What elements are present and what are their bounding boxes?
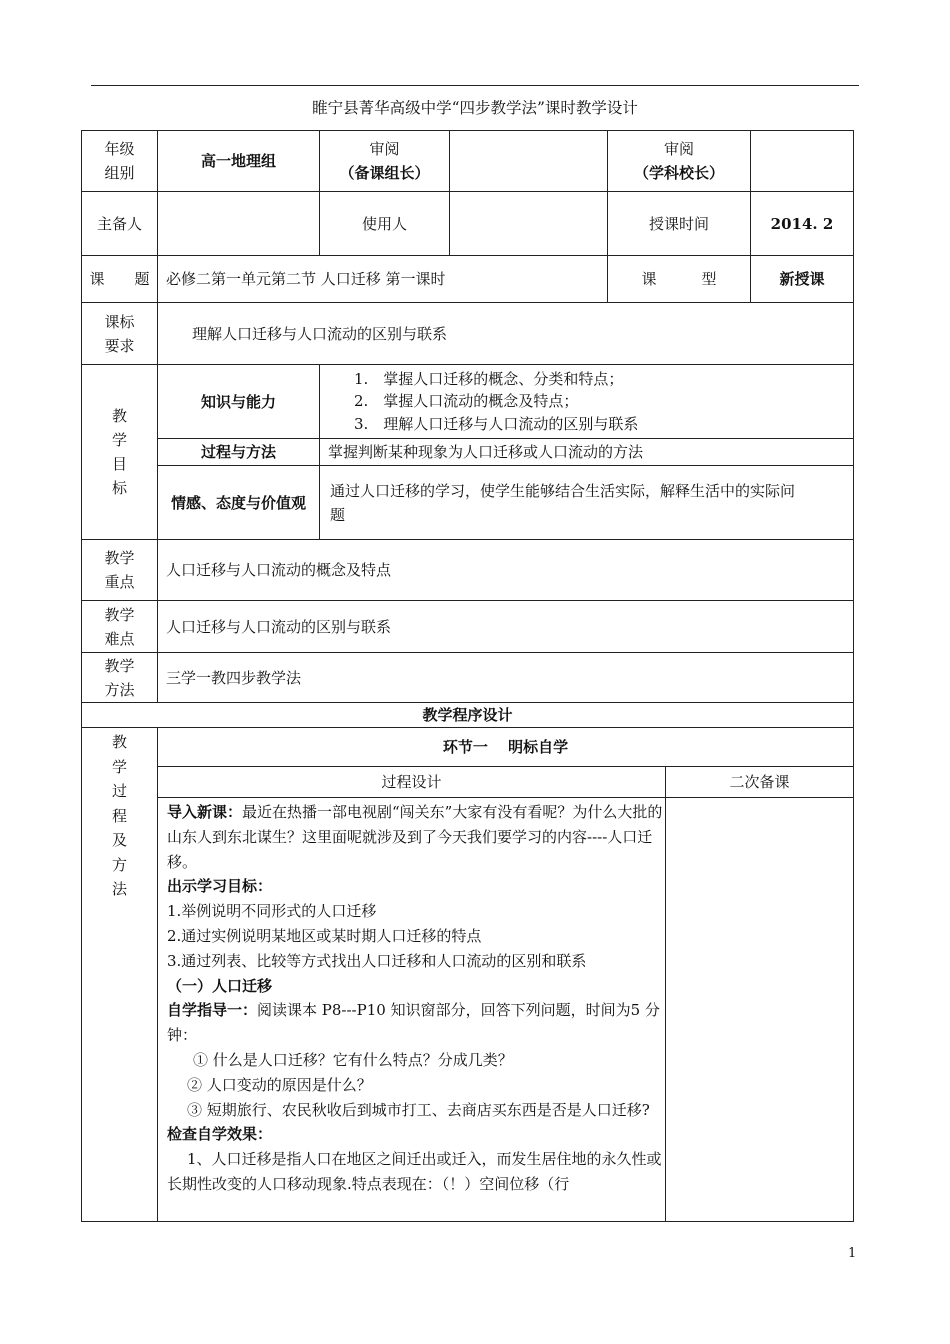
knowledge-label: 知识与能力 — [200, 392, 276, 411]
header-rule — [91, 85, 859, 86]
standard-label: 课标 要求 — [104, 312, 135, 355]
topic-value: 必修二第一单元第二节 人口迁移 第一课时 — [166, 270, 446, 288]
goals-heading: 出示学习目标： — [167, 877, 273, 896]
procedure-heading: 教学程序设计 — [422, 706, 513, 724]
key-points-label: 教学 重点 — [104, 549, 135, 591]
lesson-type-value: 新授课 — [779, 270, 825, 288]
grade-label: 年级 组别 — [104, 140, 135, 182]
check-heading: 检查自学效果： — [167, 1125, 273, 1144]
methods-label: 教学 方法 — [104, 656, 135, 699]
guide-paragraph: 自学指导一：阅读课本 P8---P10 知识窗部分，回答下列问题，时间为5 分钟： — [167, 1001, 660, 1045]
standard-value: 理解人口迁移与人口流动的区别与联系 — [192, 324, 448, 343]
methods-value: 三学一教四步教学法 — [166, 668, 302, 687]
process-value: 掌握判断某种现象为人口迁移或人口流动的方法 — [328, 443, 644, 461]
difficulties-label: 教学 难点 — [104, 605, 135, 648]
procedure-side-label: 教 学 过 程 及 方 法 — [111, 733, 127, 898]
lesson-type-label: 课 型 — [641, 270, 717, 288]
lesson-plan-table — [81, 130, 854, 1222]
review-group-leader-label: 审阅 （备课组长） — [339, 140, 430, 182]
review-principal-value — [751, 131, 853, 191]
process-label: 过程与方法 — [200, 443, 276, 461]
preparer-value — [158, 192, 319, 255]
goal-item: 1.举例说明不同形式的人口迁移 — [167, 902, 377, 921]
knowledge-items — [320, 365, 853, 438]
question-item: ① 什么是人口迁移？它有什么特点？分成几类？ — [193, 1050, 513, 1069]
emotion-label: 情感、态度与价值观 — [170, 493, 306, 512]
page-number: 1 — [848, 1246, 857, 1261]
process-design-header: 过程设计 — [381, 773, 442, 791]
process-design-content — [167, 800, 663, 1197]
question-item: ② 人口变动的原因是什么？ — [187, 1075, 372, 1094]
user-label: 使用人 — [361, 214, 407, 233]
knowledge-item: 3. 理解人口迁移与人口流动的区别与联系 — [354, 414, 639, 433]
teaching-time-label: 授课时间 — [648, 214, 709, 233]
document-title: 睢宁县菁华高级中学“四步教学法”课时教学设计 — [312, 99, 638, 117]
question-item: ③ 短期旅行、农民秋收后到城市打工、去商店买东西是否是人口迁移? — [187, 1100, 650, 1119]
answer-paragraph: 1、人口迁移是指人口在地区之间迁出或迁入，而发生居住地的永久性或长期性改变的人口移动现象.特点表现在：（！）空间位移（行 — [167, 1150, 662, 1193]
difficulties-value: 人口迁移与人口流动的区别与联系 — [166, 617, 392, 636]
second-prep-header: 二次备课 — [729, 773, 790, 791]
preparer-label: 主备人 — [96, 214, 142, 233]
goal-item: 3.通过列表、比较等方式找出人口迁移和人口流动的区别和联系 — [167, 951, 587, 970]
topic-label: 课 题 — [89, 270, 150, 288]
goals-label: 教 学 目 标 — [111, 407, 127, 497]
grade-value: 高一地理组 — [200, 152, 276, 170]
intro-paragraph: 导入新课：最近在热播一部电视剧“闯关东”大家有没有看呢？为什么大批的山东人到东北谋生？这里面呢就涉及到了今天我们要学习的内容----人口迁移。 — [167, 803, 663, 871]
emotion-value: 通过人口迁移的学习，使学生能够结合生活实际，解释生活中的实际问 题 — [330, 481, 796, 524]
goal-item: 2.通过实例说明某地区或某时期人口迁移的特点 — [167, 926, 482, 945]
stage-title: 环节一 明标自学 — [442, 738, 569, 756]
user-value — [450, 192, 607, 255]
key-points-value: 人口迁移与人口流动的概念及特点 — [166, 561, 392, 579]
knowledge-item: 1. 掌握人口迁移的概念、分类和特点； — [354, 369, 624, 388]
review-group-leader-value — [450, 131, 607, 191]
teaching-time-value: 2014. 2 — [770, 214, 834, 233]
knowledge-item: 2. 掌握人口流动的概念及特点； — [354, 392, 579, 411]
review-principal-label: 审阅 （学科校长） — [633, 140, 724, 182]
section-heading: （一）人口迁移 — [167, 976, 273, 995]
